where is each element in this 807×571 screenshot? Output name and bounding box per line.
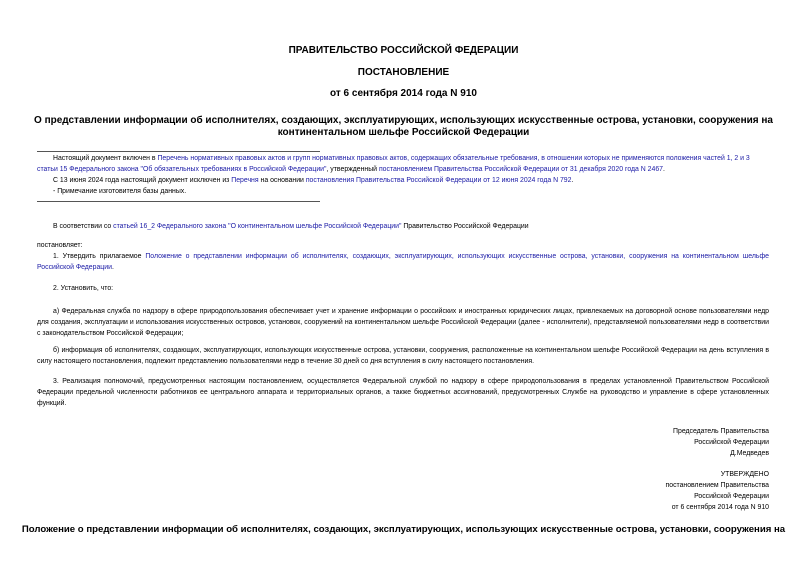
signature-line-1: Председатель Правительства	[673, 428, 769, 435]
appendix-title: Положение о представлении информации об исполнителях, создающих, эксплуатирующих, использующих искусственные острова, установки, сооружения на	[21, 524, 786, 535]
item-1	[37, 251, 769, 273]
decree-word: постановляет:	[37, 242, 83, 249]
item-3: 3. Реализация полномочий, предусмотренных настоящим постановлением, осуществляется Федеральной службой по надзору в сфере природопользования в пределах установленной Правительством Российской Федерации предельной численности работников ее центрального аппарата и территориальных органов, а также бюджетных ассигнований, предусмотренных Службе на руководство и управление в сфере установленных функций.	[37, 378, 769, 407]
note-bottom-divider	[37, 201, 320, 202]
approved-line-2: постановлением Правительства	[665, 482, 769, 489]
approved-block	[500, 469, 769, 513]
note-text: .	[662, 166, 665, 173]
document-date-number: от 6 сентября 2014 года N 910	[330, 88, 477, 99]
editor-note	[37, 153, 769, 197]
note-link-resolution-792[interactable]: постановления Правительства Российской Федерации от 12 июня 2024 года N 792	[305, 177, 572, 184]
intro-text: Правительство Российской Федерации	[401, 223, 529, 230]
document-type: ПОСТАНОВЛЕНИЕ	[357, 67, 450, 78]
note-link-resolution-2467[interactable]: постановлением Правительства Российской Федерации от 31 декабря 2020 года N 2467	[378, 166, 663, 173]
note-text: на основании	[258, 177, 306, 184]
signature-block	[500, 426, 769, 459]
note-text: Настоящий документ включен в	[53, 155, 158, 162]
note-top-divider	[37, 151, 320, 152]
approved-heading: УТВЕРЖДЕНО	[720, 471, 769, 478]
approved-line-4: от 6 сентября 2014 года N 910	[671, 504, 769, 511]
item-1-text: .	[111, 264, 114, 271]
government-heading: ПРАВИТЕЛЬСТВО РОССИЙСКОЙ ФЕДЕРАЦИИ	[288, 45, 519, 56]
note-text: С 13 июня 2024 года настоящий документ исключен из	[53, 177, 232, 184]
item-1-text: 1. Утвердить прилагаемое	[53, 253, 146, 260]
item-2: 2. Установить, что:	[53, 285, 114, 292]
note-paragraph-2	[37, 175, 769, 186]
link-polozhenie[interactable]: Положение о представлении информации об исполнителях, создающих, эксплуатирующих, использующих искусственные острова, установки, сооружения на континентальном шельфе Российской Федерации	[37, 253, 769, 271]
note-link-perechen[interactable]: Перечень нормативных правовых актов и групп нормативных правовых актов, содержащих обязательные требования, в отношении которых не применяются положения частей 1, 2 и 3 статьи 15 Федерального закона "Об обязательных требованиях в Российской Федерации"	[37, 155, 750, 173]
item-2b: б) информация об исполнителях, создающих, эксплуатирующих, использующих искусственные острова, установки, сооружения, расположенные на континентальном шельфе Российской Федерации на день вступления в силу настоящего постановления, подлежит представлению пользователями недр в течение 30 дней со дня вступления в силу настоящего постановления.	[37, 347, 769, 365]
note-text: .	[571, 177, 574, 184]
approved-line-3: Российской Федерации	[694, 493, 769, 500]
note-paragraph-3: - Примечание изготовителя базы данных.	[53, 188, 187, 195]
document-title-line-1: О представлении информации об исполнителях, создающих, эксплуатирующих, использующих искусственные острова, установки, сооружения на	[34, 115, 773, 126]
intro-paragraph	[37, 221, 769, 232]
note-paragraph-1	[37, 153, 769, 175]
intro-text: В соответствии со	[53, 223, 114, 230]
document-title-line-2: континентальном шельфе Российской Федерации	[277, 127, 530, 138]
note-text: , утвержденный	[326, 166, 379, 173]
signature-name: Д.Медведев	[730, 450, 769, 457]
link-article-16-2[interactable]: статьей 16_2 Федерального закона "О континентальном шельфе Российской Федерации"	[113, 223, 402, 230]
item-2a: а) Федеральная служба по надзору в сфере природопользования обеспечивает учет и хранение информации о российских и иностранных юридических лицах, привлекаемых на договорной основе пользователями недр для создания, эксплуатации и использования искусственных островов, установок, сооружений на континентальном шельфе Российской Федерации (далее - исполнители), представляемой пользователями недр в соответствии с законодательством Российской Федерации;	[37, 308, 769, 337]
note-link-perechnya[interactable]: Перечня	[231, 177, 259, 184]
signature-line-2: Российской Федерации	[694, 439, 769, 446]
